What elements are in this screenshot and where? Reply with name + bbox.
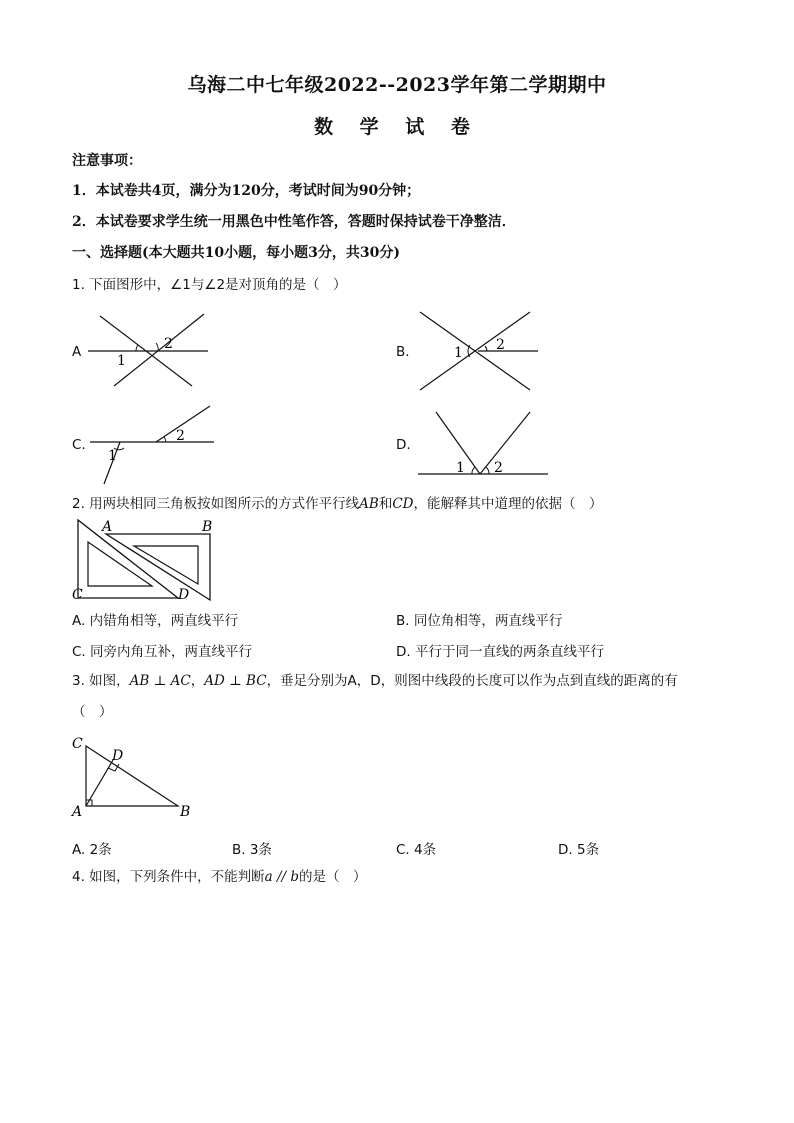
q1d-angle-arc-2 xyxy=(486,467,489,474)
question-1-text: 1. 下面图形中，∠1与∠2是对顶角的是（ ） xyxy=(72,277,347,293)
q2-figure-bottom-labels xyxy=(70,584,220,604)
q2-label-d: D xyxy=(178,587,190,603)
q2-text-pre: 2. 用两块相同三角板按如图所示的方式作平行线 xyxy=(72,496,360,512)
q3-label-c: C xyxy=(72,736,83,752)
q3-condition-1: AB ⊥ AC xyxy=(129,673,191,689)
q1-option-b-label: B. xyxy=(396,344,410,360)
q2-triangle-2-inner xyxy=(134,546,198,584)
q1-option-a-label: A xyxy=(72,344,82,360)
q1b-angle-arc-2 xyxy=(485,346,487,351)
q1a-angle-label-2: 2 xyxy=(164,336,173,352)
q3-option-d: D. 5条 xyxy=(558,842,600,858)
exam-subtitle: 数 学 试 卷 xyxy=(314,116,480,138)
q3-label-d: D xyxy=(112,748,124,764)
q2-line-cd: CD xyxy=(392,496,414,512)
note-item-1: 1．本试卷共4页，满分为120分，考试时间为90分钟； xyxy=(72,183,421,199)
note-item-2: 2．本试卷要求学生统一用黑色中性笔作答，答题时保持试卷干净整洁． xyxy=(72,214,516,230)
q1b-angle-label-2: 2 xyxy=(496,337,505,353)
q2-text-and: 和 xyxy=(378,496,393,512)
q3-condition-2: AD ⊥ BC xyxy=(204,673,267,689)
q3-text-post: ，垂足分别为A，D，则图中线段的长度可以作为点到直线的距离的有 xyxy=(266,673,678,689)
q1a-angle-arc-1 xyxy=(136,345,138,351)
q3-figure-right-triangle xyxy=(68,734,198,820)
q3-triangle-abc xyxy=(86,746,178,806)
q2-option-a: A. 内错角相等，两直线平行 xyxy=(72,613,239,629)
question-4-text xyxy=(72,868,367,886)
q3-option-b: B. 3条 xyxy=(232,842,272,858)
q3-altitude-ad xyxy=(86,760,113,806)
notes-heading: 注意事项： xyxy=(72,153,142,169)
q3-option-c: C. 4条 xyxy=(396,842,437,858)
q1c-angle-label-1: 1 xyxy=(108,448,117,464)
q1c-angle-label-2: 2 xyxy=(176,428,185,444)
q1-figure-a xyxy=(84,312,214,390)
q3-option-a: A. 2条 xyxy=(72,842,112,858)
q3-text-pre: 3. 如图， xyxy=(72,673,130,689)
q2-label-c: C xyxy=(72,587,83,603)
q1a-angle-label-1: 1 xyxy=(117,353,126,369)
q2-label-b: B xyxy=(202,519,213,535)
exam-title: 乌海二中七年级2022--2023学年第二学期期中 xyxy=(187,74,607,96)
q3-label-a: A xyxy=(72,804,83,820)
question-3-text xyxy=(72,672,678,690)
q2-text-post: ，能解释其中道理的依据（ ） xyxy=(413,496,603,512)
q4-condition: a // b xyxy=(264,869,300,885)
q2-option-d: D. 平行于同一直线的两条直线平行 xyxy=(396,644,604,660)
q1-figure-c xyxy=(86,404,220,486)
q1-option-d-label: D. xyxy=(396,437,411,453)
q1d-right-ray xyxy=(480,412,530,474)
q1b-angle-label-1: 1 xyxy=(454,345,463,361)
q1d-angle-label-2: 2 xyxy=(494,460,503,476)
q1a-angle-arc-2 xyxy=(156,343,158,351)
q1d-angle-arc-1 xyxy=(472,467,475,474)
q3-separator: ， xyxy=(190,673,205,689)
q2-triangle-1-inner xyxy=(88,542,152,586)
q1-figure-b xyxy=(412,308,542,394)
q1d-angle-label-1: 1 xyxy=(456,460,465,476)
q2-label-a: A xyxy=(102,519,113,535)
section-heading: 一、选择题(本大题共10小题，每小题3分，共30分) xyxy=(72,245,400,261)
q1c-angle-arc-2 xyxy=(164,437,166,442)
question-2-text xyxy=(72,495,603,513)
q4-text-pre: 4. 如图，下列条件中，不能判断 xyxy=(72,869,265,885)
q3-label-b: B xyxy=(180,804,191,820)
q2-line-ab: AB xyxy=(359,496,379,512)
q1-figure-d xyxy=(414,408,552,480)
q1-option-c-label: C. xyxy=(72,437,86,453)
q2-option-b: B. 同位角相等，两直线平行 xyxy=(396,613,563,629)
q4-text-post: 的是（ ） xyxy=(299,869,367,885)
q3-answer-paren: （ ） xyxy=(72,704,113,720)
q1a-diagonal-line-2 xyxy=(114,314,204,386)
q2-option-c: C. 同旁内角互补，两直线平行 xyxy=(72,644,253,660)
